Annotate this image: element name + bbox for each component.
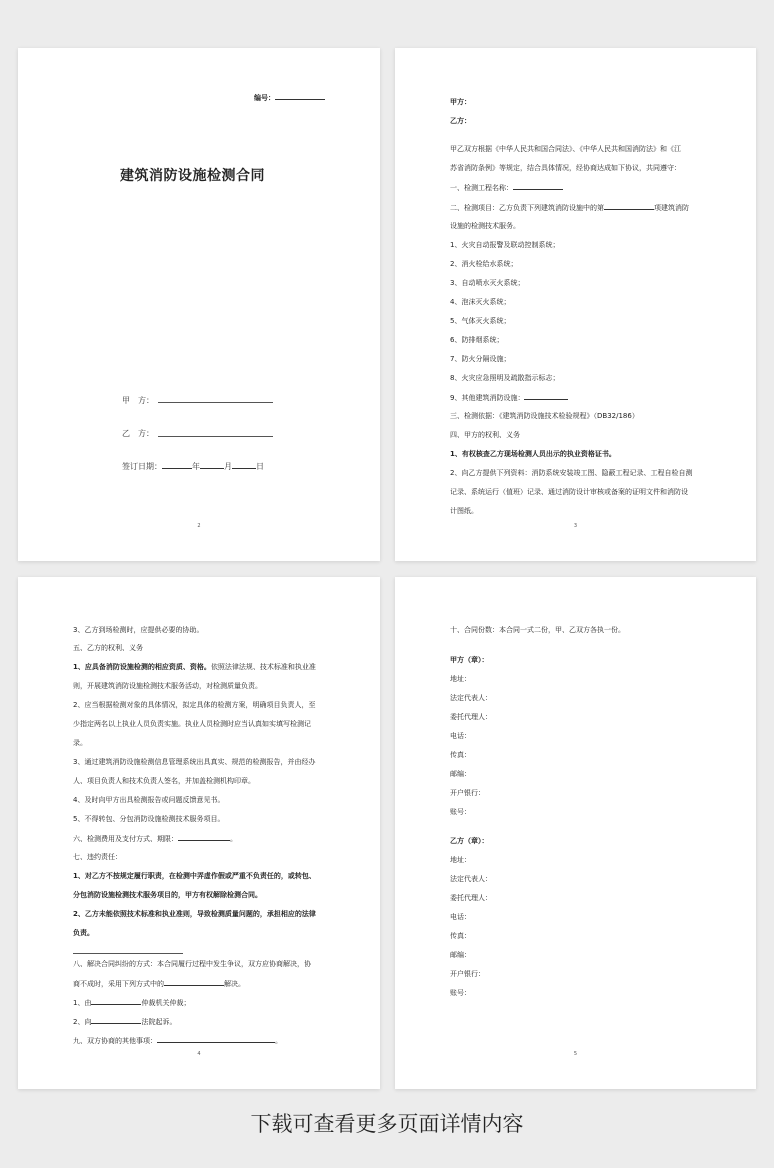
clause-7-item-2: 2、乙方未能依照技术标准和执业准则，导致检测质量问题的，承担相应的法律: [73, 910, 316, 918]
clause-3: 三、检测依据：《建筑消防设施技术检验规程》（DB32/186）: [450, 412, 639, 420]
clause-2: 二、检测项目：乙方负责下列建筑消防设施中的第 项建筑消防: [450, 204, 689, 212]
clause-5-item-2-cont: 少指定两名以上执业人员负责实施。执业人员检测时应当认真如实填写检测记: [73, 720, 311, 728]
clause-7: 七、违约责任：: [73, 853, 122, 861]
party-b-account: 账号：: [450, 989, 471, 997]
year-label: 年: [192, 462, 200, 471]
clause-5-item-3-cont: 人、项目负责人和技术负责人签名，并加盖检测机构印章。: [73, 777, 255, 785]
party-a-account: 账号：: [450, 808, 471, 816]
clause-4-item-3: 3、乙方到场检测时，应提供必要的协助。: [73, 626, 204, 634]
party-a-agent: 委托代理人：: [450, 713, 492, 721]
list-item: 8、火灾应急照明及疏散指示标志；: [450, 374, 560, 382]
party-b-line: [158, 436, 273, 437]
party-a-phone: 电话：: [450, 732, 471, 740]
list-item: 4、泡沫灭火系统；: [450, 298, 511, 306]
party-a-heading: 甲方：: [450, 98, 471, 106]
page-number: 3: [573, 523, 578, 529]
clause-6: 六、检测费用及支付方式、期限： 。: [73, 835, 237, 843]
party-b-address: 地址：: [450, 856, 471, 864]
clause-5-item-1: 1、应具备消防设施检测的相应资质、资格。依照法律法规、技术标准和执业准: [73, 663, 316, 671]
clause-5-item-1-cont: 则，开展建筑消防设施检测技术服务活动，对检测质量负责。: [73, 682, 262, 690]
party-b-agent: 委托代理人：: [450, 894, 492, 902]
list-item: 3、自动喷水灭火系统；: [450, 279, 525, 287]
clause-8-item-1: 1、由 仲裁机关仲裁；: [73, 999, 191, 1007]
clause-8-cont: 商不成时，采用下列方式中的 解决。: [73, 980, 245, 988]
list-item: 5、气体灭火系统；: [450, 317, 511, 325]
clause-1: 一、检测工程名称：: [450, 183, 563, 193]
page-number: 2: [197, 523, 201, 529]
party-b-seal: 乙方（章）：: [450, 837, 489, 845]
party-b-label: 乙 方：: [122, 429, 154, 438]
party-b-phone: 电话：: [450, 913, 471, 921]
clause-5-item-2-cont: 录。: [73, 739, 87, 747]
party-b-bank: 开户银行：: [450, 970, 485, 978]
list-item: 2、消火栓给水系统；: [450, 260, 518, 268]
list-item: 6、防排烟系统；: [450, 336, 504, 344]
serial-number-label: 编号：: [254, 93, 325, 103]
clause-4-item-2: 2、向乙方提供下列资料：消防系统安装竣工图、隐蔽工程记录、工程自检自测: [450, 469, 693, 477]
party-a-line: [158, 402, 273, 403]
clause-4-item-2-cont: 记录、系统运行（值班）记录、通过消防设计审核或备案的证明文件和消防设: [450, 488, 688, 496]
page-3: [395, 48, 756, 561]
clause-7-item-2-cont: 负责。: [73, 929, 94, 937]
clause-5: 五、乙方的权利、义务: [73, 644, 143, 652]
clause-5-item-4: 4、及时向甲方出具检测报告或问题反馈意见书。: [73, 796, 225, 804]
party-a-fax: 传真：: [450, 751, 471, 759]
list-item: 7、防火分隔设施；: [450, 355, 511, 363]
clause-9: 九、双方协商的其他事项： 。: [73, 1037, 282, 1045]
list-item: 9、其他建筑消防设施：: [450, 393, 568, 403]
clause-7-item-1: 1、对乙方不按规定履行职责，在检测中弄虚作假或严重不负责任的，或转包、: [73, 872, 316, 880]
divider-line: [73, 953, 183, 954]
clause-4-item-1: 1、有权核查乙方现场检测人员出示的执业资格证书。: [450, 450, 616, 458]
sign-date-row: [122, 461, 264, 472]
party-a-seal: 甲方（章）：: [450, 656, 489, 664]
clause-5-item-2: 2、应当根据检测对象的具体情况，拟定具体的检测方案，明确项目负责人，至: [73, 701, 316, 709]
party-a-bank: 开户银行：: [450, 789, 485, 797]
month-label: 月: [224, 462, 232, 471]
page-5: [395, 577, 756, 1089]
contract-title: 建筑消防设施检测合同: [120, 168, 265, 184]
party-b-legal-rep: 法定代表人：: [450, 875, 492, 883]
party-a-label: 甲 方：: [122, 396, 154, 405]
clause-5-item-3: 3、通过建筑消防设施检测信息管理系统出具真实、规范的检测报告，并由经办: [73, 758, 316, 766]
page-number: 5: [573, 1051, 578, 1057]
party-a-postcode: 邮编：: [450, 770, 471, 778]
party-a-address: 地址：: [450, 675, 471, 683]
preamble-line-1: 甲乙双方根据《中华人民共和国合同法》、《中华人民共和国消防法》和《江: [450, 145, 681, 153]
clause-2-cont: 设施的检测技术服务。: [450, 222, 520, 230]
sign-date-label: 签订日期：: [122, 462, 162, 471]
page-number: 4: [197, 1051, 201, 1057]
clause-7-item-1-cont: 分包消防设施检测技术服务项目的，甲方有权解除检测合同。: [73, 891, 262, 899]
page-4: [18, 577, 380, 1089]
clause-8-item-2: 2、向 法院起诉。: [73, 1018, 177, 1026]
party-b-postcode: 邮编：: [450, 951, 471, 959]
list-item: 1、火灾自动报警及联动控制系统；: [450, 241, 560, 249]
clause-8: 八、解决合同纠纷的方式：本合同履行过程中发生争议，双方应协商解决，协: [73, 960, 311, 968]
party-b-fax: 传真：: [450, 932, 471, 940]
clause-4-item-2-cont: 计图纸。: [450, 507, 478, 515]
clause-10: 十、合同份数：本合同一式二份，甲、乙双方各执一份。: [450, 626, 625, 634]
clause-4: 四、甲方的权利、义务: [450, 431, 520, 439]
party-a-legal-rep: 法定代表人：: [450, 694, 492, 702]
preamble-line-2: 苏省消防条例》等规定，结合具体情况，经协商达成如下协议，共同遵守：: [450, 164, 681, 172]
clause-5-item-5: 5、不得转包、分包消防设施检测技术服务项目。: [73, 815, 225, 823]
party-b-heading: 乙方：: [450, 117, 471, 125]
day-label: 日: [256, 462, 264, 471]
page-2-cover: [18, 48, 380, 561]
download-more-caption: 下载可查看更多页面详情内容: [250, 1112, 524, 1136]
